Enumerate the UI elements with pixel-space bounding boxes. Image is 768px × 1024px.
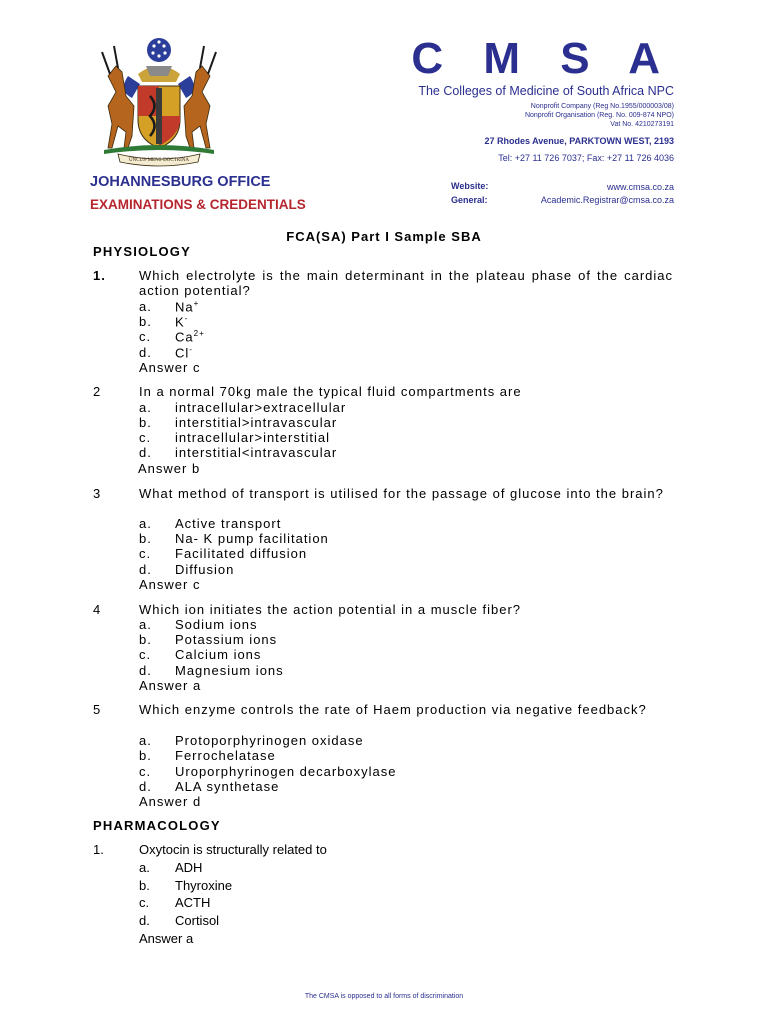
option-letter: b. — [139, 878, 150, 893]
question-text: Which electrolyte is the main determinant in the plateau phase of the cardiac action potential? — [139, 268, 673, 298]
reg-vat: Vat No. 4210273191 — [610, 121, 674, 128]
option-text: Magnesium ions — [175, 663, 284, 678]
option-letter: a. — [139, 299, 152, 314]
cmsa-crest-logo — [88, 36, 230, 168]
option-letter: b. — [139, 314, 152, 329]
org-acronym: C M S A — [411, 34, 674, 83]
question-number: 3 — [93, 486, 102, 501]
option-letter: c. — [139, 430, 152, 445]
option-text: Ferrochelatase — [175, 748, 276, 763]
option-text: Sodium ions — [175, 617, 258, 632]
website-label: Website: — [451, 181, 489, 191]
option-letter: c. — [139, 329, 152, 344]
answer-text: Answer a — [139, 678, 202, 693]
question-number: 2 — [93, 384, 102, 399]
email-link[interactable]: Academic.Registrar@cmsa.co.za — [540, 195, 674, 205]
option-letter: b. — [139, 415, 152, 430]
document-title: FCA(SA) Part I Sample SBA — [286, 229, 482, 244]
option-text: interstitial>intravascular — [175, 415, 338, 430]
question-text: Which enzyme controls the rate of Haem production via negative feedback? — [139, 702, 647, 717]
option-text: K- — [175, 314, 189, 330]
reg-company: Nonprofit Company (Reg No.1955/000003/08) — [530, 103, 674, 110]
option-text: Thyroxine — [175, 878, 233, 893]
org-full-name: The Colleges of Medicine of South Africa NPC — [418, 84, 674, 98]
option-text: ALA synthetase — [175, 779, 280, 794]
option-text: interstitial<intravascular — [175, 445, 338, 460]
option-text: Active transport — [175, 516, 282, 531]
department-name: EXAMINATIONS & CREDENTIALS — [90, 197, 306, 212]
general-label: General: — [451, 195, 488, 205]
office-name: JOHANNESBURG OFFICE — [90, 174, 271, 190]
option-text: Uroporphyrinogen decarboxylase — [175, 764, 397, 779]
option-letter: c. — [139, 647, 152, 662]
question-number: 5 — [93, 702, 102, 717]
option-letter: d. — [139, 779, 152, 794]
question-number: 1. — [93, 268, 106, 283]
option-text: Calcium ions — [175, 647, 262, 662]
option-letter: c. — [139, 764, 152, 779]
answer-text: Answer c — [139, 577, 201, 592]
website-link[interactable]: www.cmsa.co.za — [606, 182, 674, 192]
question-text: In a normal 70kg male the typical fluid compartments are — [139, 384, 522, 399]
option-letter: b. — [139, 748, 152, 763]
option-letter: c. — [139, 895, 150, 910]
answer-text: Answer d — [139, 794, 202, 809]
option-letter: a. — [139, 400, 152, 415]
option-text: intracellular>interstitial — [175, 430, 330, 445]
option-text: Potassium ions — [175, 632, 278, 647]
option-letter: b. — [139, 632, 152, 647]
answer-text: Answer b — [138, 461, 201, 476]
option-letter: d. — [139, 345, 152, 360]
question-number: 1. — [93, 842, 104, 857]
section-heading-physiology: PHYSIOLOGY — [93, 244, 191, 259]
address: 27 Rhodes Avenue, PARKTOWN WEST, 2193 — [484, 136, 674, 146]
reg-npo: Nonprofit Organisation (Reg. No. 009-874 NPO) — [524, 112, 674, 119]
question-text: Oxytocin is structurally related to — [139, 842, 327, 857]
option-text: Diffusion — [175, 562, 235, 577]
option-letter: c. — [139, 546, 152, 561]
svg-text:UNCUS·MENS·DOCTRINA: UNCUS·MENS·DOCTRINA — [128, 158, 190, 163]
option-letter: a. — [139, 860, 150, 875]
option-letter: b. — [139, 531, 152, 546]
option-letter: d. — [139, 913, 150, 928]
answer-text: Answer a — [139, 931, 194, 946]
question-text: What method of transport is utilised for the passage of glucose into the brain? — [139, 486, 664, 501]
option-letter: a. — [139, 516, 152, 531]
option-letter: d. — [139, 445, 152, 460]
option-letter: a. — [139, 617, 152, 632]
option-text: Cortisol — [175, 913, 220, 928]
option-text: Facilitated diffusion — [175, 546, 308, 561]
phone-fax: Tel: +27 11 726 7037; Fax: +27 11 726 4036 — [498, 153, 674, 163]
option-text: Na+ — [175, 299, 200, 315]
question-text: Which ion initiates the action potential in a muscle fiber? — [139, 602, 522, 617]
option-text: Protoporphyrinogen oxidase — [175, 733, 364, 748]
option-text: ACTH — [175, 895, 211, 910]
option-text: Na- K pump facilitation — [175, 531, 329, 546]
option-text: intracellular>extracellular — [175, 400, 347, 415]
option-text: $Ca^{2+}$ — [175, 329, 205, 345]
footer-statement: The CMSA is opposed to all forms of discrimination — [304, 993, 464, 1000]
option-letter: a. — [139, 733, 152, 748]
option-text: ADH — [175, 860, 203, 875]
answer-text: Answer c — [139, 360, 201, 375]
section-heading-pharmacology: PHARMACOLOGY — [93, 818, 221, 833]
option-letter: d. — [139, 663, 152, 678]
option-letter: d. — [139, 562, 152, 577]
option-text: Cl- — [175, 345, 193, 361]
question-number: 4 — [93, 602, 102, 617]
